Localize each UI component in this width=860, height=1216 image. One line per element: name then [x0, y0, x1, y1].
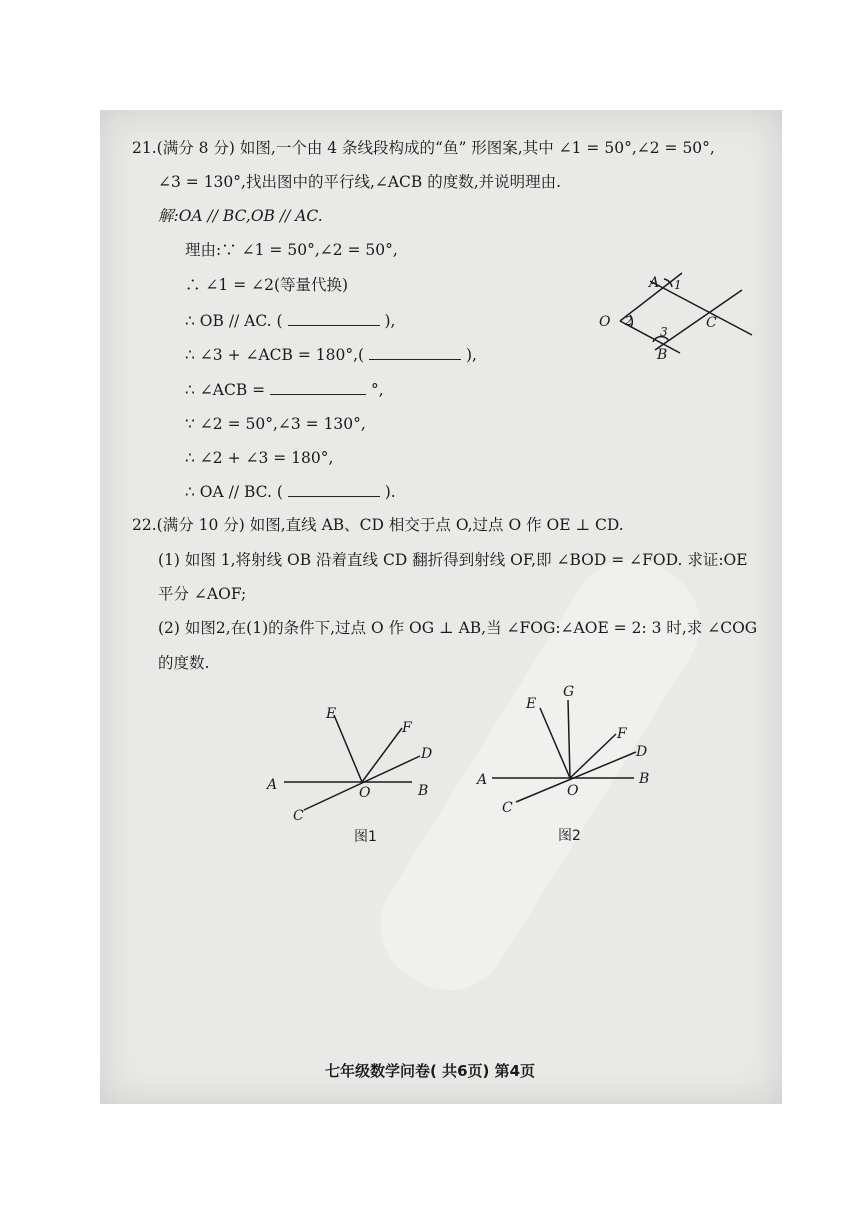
q22-line1: 22.(满分 10 分) 如图,直线 AB、CD 相交于点 O,过点 O 作 OE ⊥ CD.	[132, 516, 624, 534]
fig1-caption: 图1	[354, 829, 377, 845]
q21-step2-end: ),	[384, 312, 396, 330]
q21-step4-end: °,	[371, 381, 384, 399]
q21-blank-3[interactable]	[270, 380, 366, 395]
q21-blank-4[interactable]	[288, 482, 380, 497]
q22-part1a: (1) 如图 1,将射线 OB 沿着直线 CD 翻折得到射线 OF,即 ∠BOD = ∠FOD. 求证:OE	[158, 551, 748, 569]
fig2-label-a: A	[477, 772, 488, 788]
q21-blank-2[interactable]	[369, 345, 461, 360]
fig2-label-e: E	[526, 696, 537, 712]
q21-step3	[185, 345, 477, 365]
label-3: 3	[660, 325, 668, 339]
q21-reason: 理由:∵ ∠1 = 50°,∠2 = 50°,	[185, 241, 398, 259]
segment-bc	[655, 290, 742, 350]
label-b: B	[657, 347, 668, 363]
fig2-label-f: F	[617, 726, 627, 742]
q21-step3-text: ∴ ∠3 + ∠ACB = 180°,(	[185, 346, 365, 364]
ray-oe	[540, 708, 570, 778]
ray-of	[570, 734, 616, 778]
fig2-label-o: O	[567, 783, 579, 799]
fig2-label-g: G	[563, 684, 575, 700]
line-cd	[304, 756, 420, 810]
figure-1	[262, 700, 442, 825]
fig1-label-f: F	[402, 720, 412, 736]
q21-step7-end: ).	[384, 483, 396, 501]
q21-step1: ∴ ∠1 = ∠2(等量代换)	[185, 276, 349, 294]
q21-line1: 21.(满分 8 分) 如图,一个由 4 条线段构成的“鱼” 形图案,其中 ∠1 = 50°,∠2 = 50°,	[132, 139, 715, 157]
fig1-label-a: A	[267, 777, 278, 793]
label-o: O	[599, 314, 611, 330]
q22-part1b: 平分 ∠AOF;	[158, 585, 247, 603]
q21-step7-text: ∴ OA // BC. (	[185, 483, 283, 501]
q21-step4-text: ∴ ∠ACB =	[185, 381, 266, 399]
label-1: 1	[674, 278, 682, 292]
fig1-label-o: O	[359, 785, 371, 801]
q21-step7	[185, 482, 396, 502]
label-2: 2	[625, 314, 633, 328]
q21-step5: ∵ ∠2 = 50°,∠3 = 130°,	[185, 415, 366, 433]
fig2-label-d: D	[636, 744, 648, 760]
fig2-label-b: B	[639, 771, 650, 787]
q22-part2a: (2) 如图2,在(1)的条件下,过点 O 作 OG ⊥ AB,当 ∠FOG:∠AOE = 2: 3 时,求 ∠COG	[158, 619, 758, 637]
label-c: C	[706, 315, 717, 331]
fish-figure	[590, 265, 760, 365]
fig2-label-c: C	[502, 800, 513, 816]
q21-line2: ∠3 = 130°,找出图中的平行线,∠ACB 的度数,并说明理由.	[158, 173, 562, 191]
q21-step4	[185, 380, 384, 400]
ray-oe	[334, 715, 362, 782]
q21-step2-text: ∴ OB // AC. (	[185, 312, 283, 330]
q21-step2	[185, 311, 395, 331]
fig1-label-b: B	[418, 783, 429, 799]
fig2-caption: 图2	[558, 828, 581, 844]
fig1-label-c: C	[293, 808, 304, 824]
q21-answer: 解:OA // BC,OB // AC.	[158, 207, 323, 225]
q22-part2b: 的度数.	[158, 654, 210, 672]
page-footer: 七年级数学问卷( 共6页) 第4页	[324, 1062, 536, 1080]
q21-step6: ∴ ∠2 + ∠3 = 180°,	[185, 449, 334, 467]
fig1-label-e: E	[326, 706, 337, 722]
q21-step3-end: ),	[465, 346, 477, 364]
label-a: A	[649, 275, 660, 291]
fig1-label-d: D	[421, 746, 433, 762]
ray-og	[568, 700, 570, 778]
figure-2	[472, 684, 662, 816]
q21-blank-1[interactable]	[288, 311, 380, 326]
